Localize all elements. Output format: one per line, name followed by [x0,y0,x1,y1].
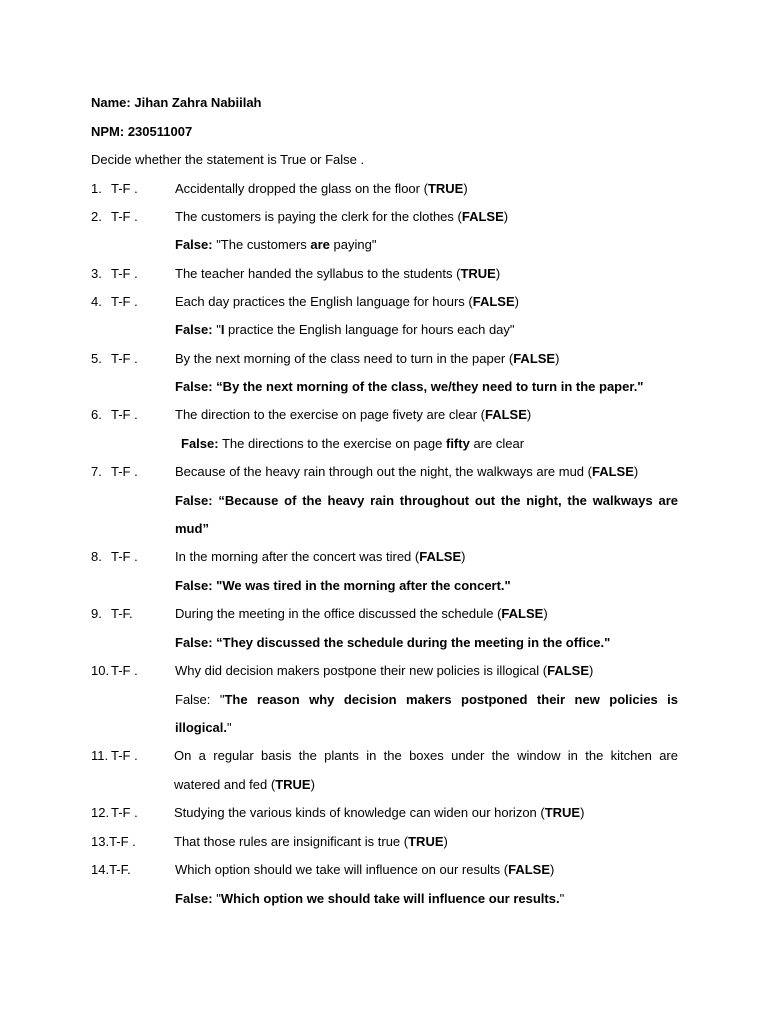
item-correction-continued: mud” [175,521,209,536]
item-statement: The customers is paying the clerk for the clothes (FALSE) [175,209,509,224]
item-statement: Why did decision makers postpone their new policies is illogical (FALSE) [175,663,594,678]
item-answer: FALSE [461,209,504,224]
item-statement: In the morning after the concert was tired (FALSE) [175,549,466,564]
item-correction-continued: illogical." [175,720,232,735]
item-answer: FALSE [485,407,527,422]
item-number: 7. [91,464,102,479]
item-statement: The teacher handed the syllabus to the students (TRUE) [175,266,501,281]
item-answer: TRUE [460,266,496,281]
item-statement: The direction to the exercise on page fivety are clear (FALSE) [175,407,532,422]
item-tf: T-F . [111,549,138,564]
item-answer: TRUE [427,181,464,196]
item-number: 6. [91,407,102,422]
item-number: 3. [91,266,102,281]
instruction-text: Decide whether the statement is True or False . [91,152,365,167]
item-correction: False: The directions to the exercise on page fifty are clear [181,436,525,451]
item-tf: T-F . [111,181,138,196]
item-tf: T-F . [111,464,138,479]
item-tf: T-F . [111,663,138,678]
item-statement: During the meeting in the office discussed the schedule (FALSE) [175,606,548,621]
item-correction: False: “They discussed the schedule during the meeting in the office." [175,635,611,650]
item-correction: False: "We was tired in the morning after the concert." [175,578,511,593]
item-tf: T-F . [111,266,138,281]
item-number: 1. [91,181,102,196]
item-tf: T-F . [111,294,138,309]
item-correction: False: “By the next morning of the class, we/they need to turn in the paper." [175,379,644,394]
item-statement: On a regular basis the plants in the boxes under the window in the kitchen are [174,748,678,763]
item-answer: FALSE [472,294,515,309]
item-statement: Each day practices the English language for hours (FALSE) [175,294,519,309]
item-answer: FALSE [508,862,551,877]
item-answer: TRUE [544,805,581,820]
item-correction: False: "The reason why decision makers postponed their new policies is [175,692,678,707]
student-name: Name: Jihan Zahra Nabiilah [91,95,262,110]
item-statement: By the next morning of the class need to turn in the paper (FALSE) [175,351,560,366]
item-number: 13.T-F . [91,834,136,849]
item-statement: Accidentally dropped the glass on the floor (TRUE) [175,181,468,196]
item-tf: T-F . [111,351,138,366]
item-number: 2. [91,209,102,224]
item-number: 12. [91,805,110,820]
item-number: 4. [91,294,102,309]
item-statement: Studying the various kinds of knowledge can widen our horizon (TRUE) [174,805,585,820]
item-tf: T-F . [111,209,138,224]
item-tf: T-F. [111,606,133,621]
item-answer: FALSE [513,351,556,366]
item-tf: T-F . [111,805,138,820]
student-npm: NPM: 230511007 [91,124,193,139]
item-statement: That those rules are insignificant is true (TRUE) [174,834,448,849]
item-number: 8. [91,549,102,564]
item-statement: Which option should we take will influence on our results (FALSE) [175,862,555,877]
item-correction: False: "Which option we should take will influence our results." [175,891,565,906]
item-correction: False: “Because of the heavy rain throughout out the night, the walkways are [175,493,678,508]
item-correction: False: "I practice the English language for hours each day" [175,322,515,337]
item-number: 9. [91,606,102,621]
item-answer: FALSE [419,549,462,564]
item-statement-continued: watered and fed (TRUE) [174,777,315,792]
item-tf: T-F . [111,407,138,422]
item-statement: Because of the heavy rain through out the night, the walkways are mud (FALSE) [175,464,639,479]
item-number: 11. [91,748,109,763]
item-answer: FALSE [501,606,544,621]
item-answer: TRUE [408,834,444,849]
item-number: 10. [91,663,110,678]
item-number: 5. [91,351,102,366]
item-answer: FALSE [591,464,634,479]
item-number: 14.T-F. [91,862,131,877]
item-tf: T-F . [111,748,138,763]
item-correction: False: "The customers are paying" [175,237,377,252]
item-answer: TRUE [275,777,311,792]
item-answer: FALSE [547,663,590,678]
